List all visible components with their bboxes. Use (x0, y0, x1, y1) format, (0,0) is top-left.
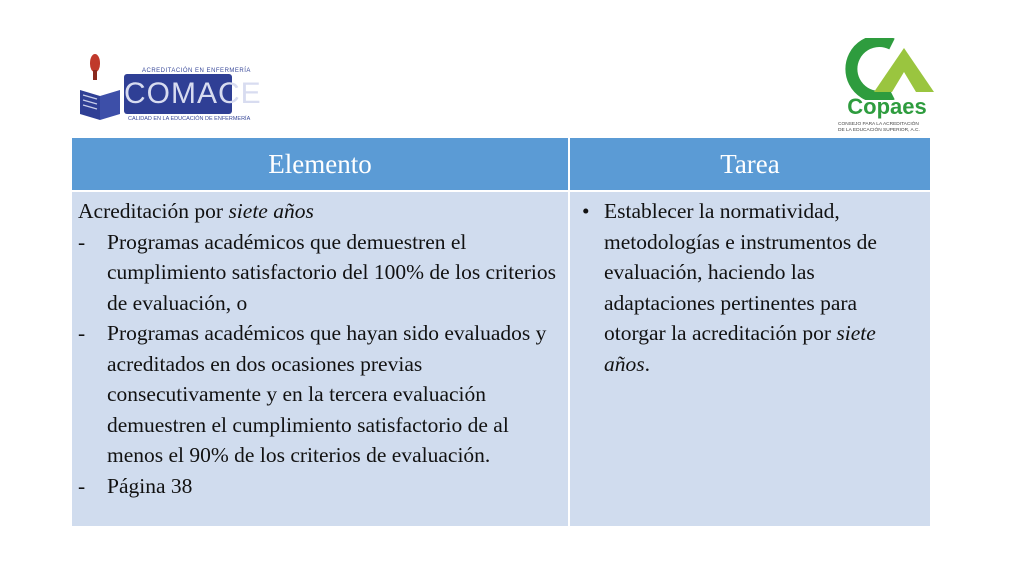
list-item-text: Programas académicos que hayan sido evaluados y acreditados en dos ocasiones previas consecutivamente y en la tercera evaluación demuestren el cumplimiento satisfactorio de al menos el 90% de los criterios de evaluación. (107, 321, 547, 467)
list-item (78, 227, 562, 319)
tarea-end: . (644, 351, 650, 376)
comace-bottom-text: CALIDAD EN LA EDUCACIÓN DE ENFERMERÍA (128, 116, 251, 122)
book-icon (78, 80, 122, 122)
header-elemento: Elemento (71, 137, 569, 191)
dash-marker: - (78, 321, 86, 345)
intro-text: Acreditación por (78, 199, 229, 223)
intro-emphasis: siete años (228, 199, 314, 223)
header-tarea: Tarea (569, 137, 931, 191)
lamp-icon (93, 70, 97, 80)
tarea-text: Establecer la normatividad, metodologías e instrumentos de evaluación, haciendo las adaptaciones pertinentes para otorgar la acreditación por (604, 199, 877, 345)
elemento-intro (78, 196, 562, 227)
copaes-logo (832, 38, 944, 136)
list-item (78, 471, 562, 502)
comace-logo (76, 52, 262, 128)
list-item (576, 196, 924, 379)
list-item-text: Programas académicos que demuestren el cumplimiento satisfactorio del 100% de los criterios de evaluación, o (107, 229, 557, 315)
comace-top-text: ACREDITACIÓN EN ENFERMERÍA (142, 68, 251, 74)
copaes-subtitle-line2: DE LA EDUCACIÓN SUPERIOR, A.C. (838, 128, 920, 133)
table-row (71, 191, 931, 527)
table-header-row (71, 137, 931, 191)
dash-marker: - (78, 473, 86, 498)
tarea-emphasis: siete años (604, 321, 876, 376)
copaes-subtitle (838, 122, 944, 134)
copaes-wordmark: Copaes (847, 94, 927, 119)
list-item-text: Página 38 (107, 473, 193, 498)
list-item (78, 318, 562, 471)
elemento-cell (71, 191, 569, 527)
copaes-subtitle-line1: CONSEJO PARA LA ACREDITACIÓN (838, 122, 919, 127)
bullet-marker: • (582, 199, 590, 223)
copaes-mark-icon (834, 38, 940, 100)
elemento-tarea-table (70, 136, 932, 528)
dash-marker: - (78, 229, 86, 254)
tarea-cell (569, 191, 931, 527)
comace-wordmark: COMACE (124, 74, 232, 114)
